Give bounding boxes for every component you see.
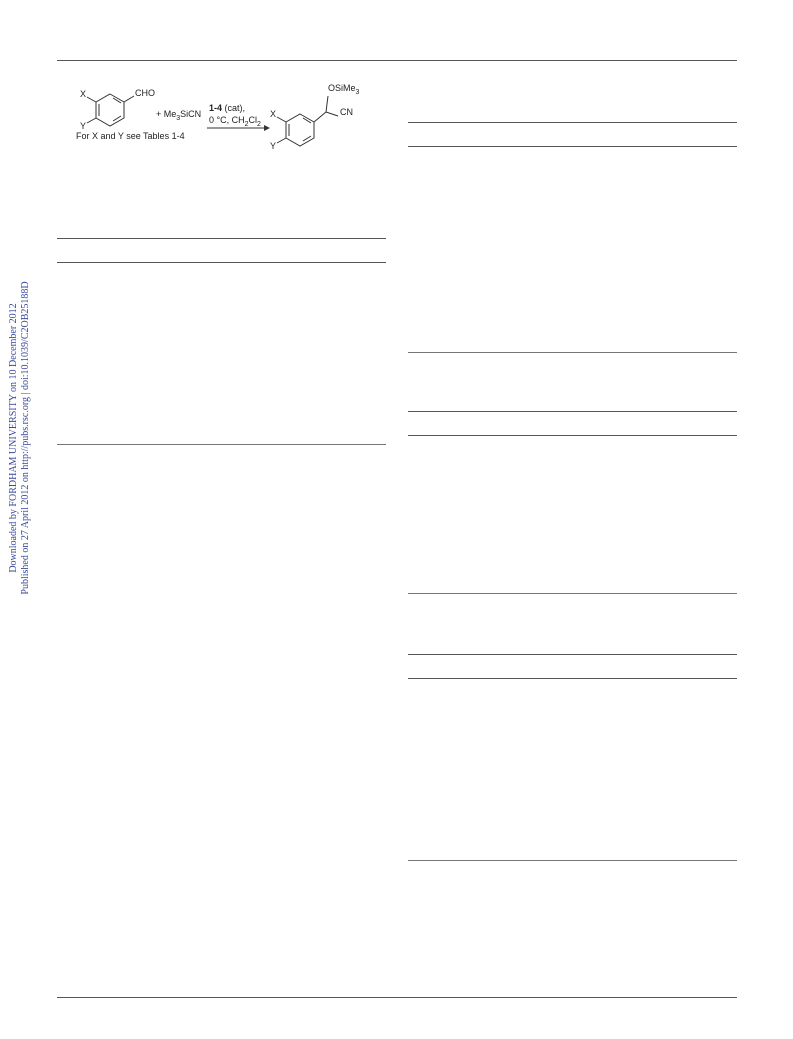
catalyst-label [209,103,245,113]
right-table3-bottom-rule [408,860,737,861]
download-note: Downloaded by FORDHAM UNIVERSITY on 10 December 2012 [8,303,19,573]
reagent-plus: + Me [156,109,177,119]
conditions-label [209,115,261,128]
product-osime-sub: 3 [355,88,360,96]
right-table1-bottom-rule [408,352,737,353]
publish-note: Published on 27 April 2012 on http://pubs.rsc.org | doi:10.1039/C2OB25188D [20,281,31,595]
conditions-a: 0 °C, CH [209,115,245,125]
right-table2-top-rule [408,411,737,412]
reactant-y-label: Y [80,121,87,131]
aldehyde-label: CHO [135,88,155,98]
side-watermark-text [8,281,32,594]
conditions-sub1: 2 [244,120,249,128]
left-table-top-rule [57,238,386,239]
reagent-tail: SiCN [180,109,202,119]
left-table-header-rule [57,262,386,263]
right-table2-header-rule [408,435,737,436]
conditions-b: Cl [248,115,258,125]
right-table1-top-rule [408,122,737,123]
reagent-subscript: 3 [176,114,181,122]
side-watermark [0,0,40,1039]
product-osime: OSiMe [328,83,356,93]
right-table2-bottom-rule [408,593,737,594]
right-table1-header-rule [408,146,737,147]
reactant-x-label: X [80,89,87,99]
scheme-note: For X and Y see Tables 1-4 [76,131,185,141]
conditions-sub2: 2 [257,120,261,128]
product-y-label: Y [270,141,277,151]
header-rule [57,60,737,61]
catalyst-number: 1-4 [209,103,223,113]
product-cn-label: CN [340,107,353,117]
left-table-bottom-rule [57,444,386,445]
reactant-ring [87,94,134,126]
product-ring [277,96,338,146]
reagent-label [156,109,201,122]
footer-rule [57,997,737,998]
product-osime3-label [328,83,359,96]
reaction-scheme [72,76,372,156]
right-table3-header-rule [408,678,737,679]
product-x-label: X [270,109,277,119]
catalyst-text: (cat), [222,103,246,113]
right-table3-top-rule [408,654,737,655]
